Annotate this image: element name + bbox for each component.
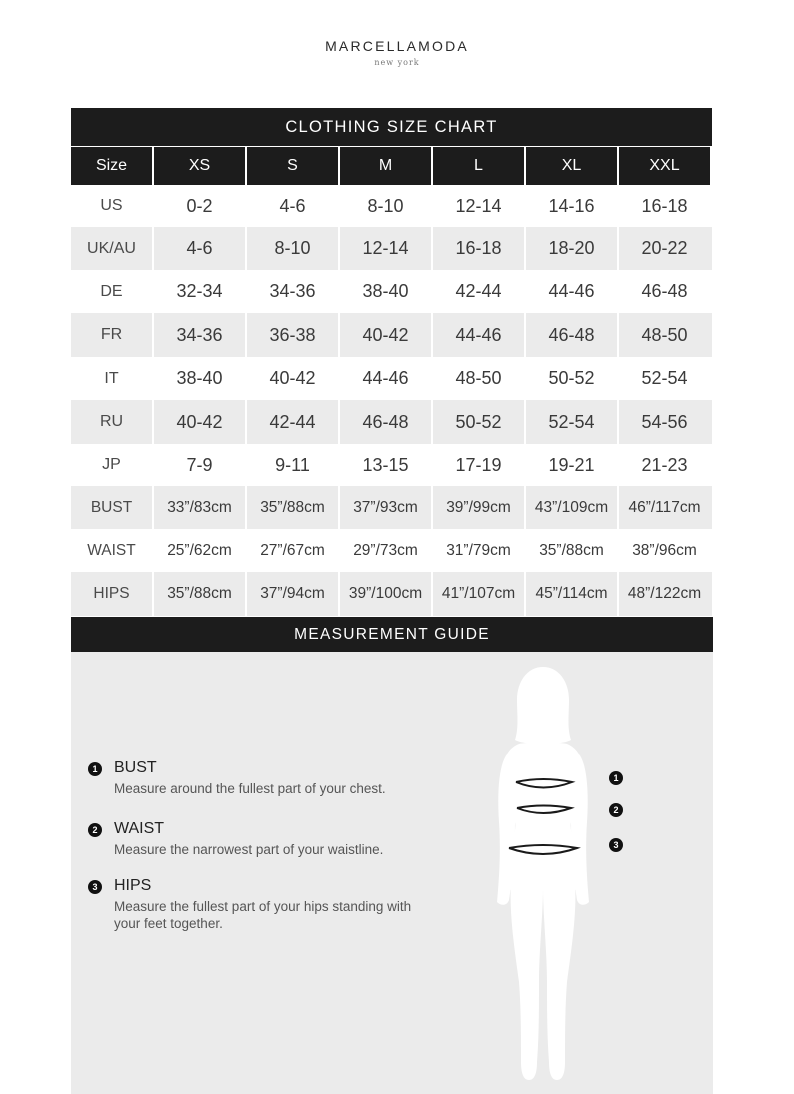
size-header-s: S — [247, 147, 338, 185]
table-cell: 18-20 — [524, 227, 617, 270]
table-row-jp — [71, 444, 712, 486]
table-cell: 13-15 — [338, 444, 431, 486]
guide-item-title: WAIST — [114, 820, 165, 837]
body-silhouette-icon — [71, 652, 713, 1094]
table-cell: 46”/117cm — [617, 486, 710, 529]
size-header-xs: XS — [154, 147, 245, 185]
table-row-ru — [71, 400, 712, 444]
size-header-xl: XL — [526, 147, 617, 185]
table-cell: 44-46 — [431, 313, 524, 357]
table-row-de — [71, 270, 712, 313]
table-cell: 39”/100cm — [338, 572, 431, 616]
table-cell: 45”/114cm — [524, 572, 617, 616]
size-header-row — [71, 147, 712, 185]
table-cell: 41”/107cm — [431, 572, 524, 616]
table-cell: 16-18 — [431, 227, 524, 270]
table-cell: 54-56 — [617, 400, 710, 444]
table-row-hips — [71, 572, 712, 616]
table-cell: 52-54 — [617, 357, 710, 400]
guide-item-description: Measure the narrowest part of your waistline. — [114, 842, 384, 857]
measurement-guide-panel — [71, 652, 713, 1094]
table-cell: 14-16 — [524, 185, 617, 227]
table-cell: 29”/73cm — [338, 529, 431, 572]
guide-item-description: Measure the fullest part of your hips standing with your feet together. — [114, 899, 412, 931]
table-cell: 38-40 — [152, 357, 245, 400]
table-cell: 32-34 — [152, 270, 245, 313]
table-cell: 20-22 — [617, 227, 710, 270]
table-row-it — [71, 357, 712, 400]
table-row-bust — [71, 486, 712, 529]
row-label: US — [100, 197, 123, 214]
waist-marker: 2 — [609, 803, 623, 817]
table-cell: 38”/96cm — [617, 529, 710, 572]
table-cell: 9-11 — [245, 444, 338, 486]
table-cell: 52-54 — [524, 400, 617, 444]
table-cell: 36-38 — [245, 313, 338, 357]
guide-item-title: BUST — [114, 759, 157, 776]
size-header-m: M — [340, 147, 431, 185]
row-label: FR — [100, 326, 123, 343]
table-cell: 48”/122cm — [617, 572, 710, 616]
table-cell: 50-52 — [524, 357, 617, 400]
table-cell: 0-2 — [152, 185, 245, 227]
table-cell: 8-10 — [338, 185, 431, 227]
table-cell: 48-50 — [431, 357, 524, 400]
table-cell: 39”/99cm — [431, 486, 524, 529]
table-cell: 37”/94cm — [245, 572, 338, 616]
table-row-uk-au — [71, 227, 712, 270]
table-cell: 42-44 — [431, 270, 524, 313]
guide-item-title: HIPS — [114, 877, 152, 894]
row-label: IT — [104, 369, 119, 387]
guide-title: MEASUREMENT GUIDE — [71, 617, 713, 652]
table-cell: 40-42 — [338, 313, 431, 357]
table-cell: 34-36 — [152, 313, 245, 357]
table-cell: 16-18 — [617, 185, 710, 227]
table-row-waist — [71, 529, 712, 572]
table-cell: 37”/93cm — [338, 486, 431, 529]
table-cell: 17-19 — [431, 444, 524, 486]
table-cell: 40-42 — [152, 400, 245, 444]
number-badge: 1 — [88, 762, 102, 776]
table-cell: 33”/83cm — [152, 486, 245, 529]
chart-title: CLOTHING SIZE CHART — [71, 108, 712, 146]
table-cell: 46-48 — [617, 270, 710, 313]
table-cell: 35”/88cm — [245, 486, 338, 529]
table-cell: 19-21 — [524, 444, 617, 486]
table-cell: 27”/67cm — [245, 529, 338, 572]
row-label: JP — [102, 456, 121, 473]
table-cell: 35”/88cm — [152, 572, 245, 616]
table-cell: 35”/88cm — [524, 529, 617, 572]
table-cell: 48-50 — [617, 313, 710, 357]
table-cell: 34-36 — [245, 270, 338, 313]
brand-name: MARCELLAMODA — [325, 38, 469, 54]
table-cell: 46-48 — [524, 313, 617, 357]
hips-marker: 3 — [609, 838, 623, 852]
table-cell: 31”/79cm — [431, 529, 524, 572]
table-cell: 25”/62cm — [152, 529, 245, 572]
brand-subtitle: new york — [374, 58, 420, 67]
table-cell: 46-48 — [338, 400, 431, 444]
row-label: WAIST — [87, 541, 136, 559]
table-row-us — [71, 185, 712, 227]
table-cell: 8-10 — [245, 227, 338, 270]
size-table — [71, 185, 712, 616]
table-cell: 44-46 — [524, 270, 617, 313]
row-label: UK/AU — [87, 239, 136, 257]
size-header-xxl: XXL — [619, 147, 710, 185]
table-cell: 43”/109cm — [524, 486, 617, 529]
table-cell: 4-6 — [152, 227, 245, 270]
row-label: DE — [100, 282, 123, 300]
row-label: BUST — [90, 498, 133, 516]
table-cell: 21-23 — [617, 444, 710, 486]
guide-item-description: Measure around the fullest part of your chest. — [114, 781, 386, 796]
table-cell: 12-14 — [338, 227, 431, 270]
table-row-fr — [71, 313, 712, 357]
size-header-label: Size — [71, 147, 152, 185]
row-label: RU — [99, 413, 124, 430]
table-cell: 42-44 — [245, 400, 338, 444]
table-cell: 7-9 — [152, 444, 245, 486]
table-cell: 4-6 — [245, 185, 338, 227]
number-badge: 2 — [88, 823, 102, 837]
row-label: HIPS — [93, 585, 130, 602]
size-header-l: L — [433, 147, 524, 185]
table-cell: 44-46 — [338, 357, 431, 400]
bust-marker: 1 — [609, 771, 623, 785]
table-cell: 50-52 — [431, 400, 524, 444]
table-cell: 12-14 — [431, 185, 524, 227]
number-badge: 3 — [88, 880, 102, 894]
table-cell: 38-40 — [338, 270, 431, 313]
table-cell: 40-42 — [245, 357, 338, 400]
